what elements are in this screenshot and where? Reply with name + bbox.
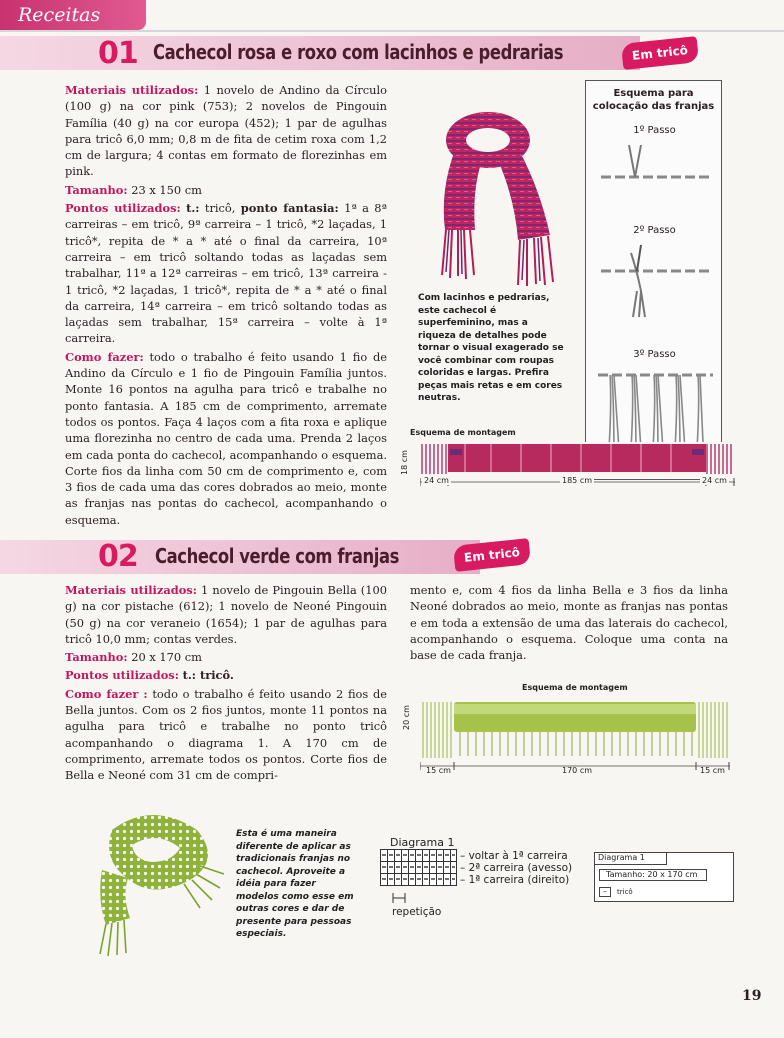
diagram-title: Diagrama 1 bbox=[390, 836, 455, 849]
montage-height: 18 cm bbox=[400, 450, 409, 476]
pink-montage-schema bbox=[420, 438, 735, 478]
materials-text: 1 novelo de Pingouin Bella (100 g) na cor pistache (612); 1 novelo de Neoné Pingouin (50 g) na cor veraneio (1654); 1 par de agulhas para tricô 10,0 mm; contas verdes. bbox=[65, 583, 387, 646]
green-scarf-photo bbox=[72, 800, 232, 960]
points-fantasy-label: ponto fantasia: bbox=[240, 201, 339, 216]
pink-scarf-photo bbox=[400, 80, 580, 290]
diagram-row-1: – 1ª carreira (direito) bbox=[460, 874, 570, 886]
step-1-illustration bbox=[601, 141, 711, 191]
recipe-number: 02 bbox=[98, 539, 138, 574]
legend-title: Diagrama 1 bbox=[595, 853, 667, 865]
points-label: Pontos utilizados: bbox=[65, 201, 181, 216]
recipe-number: 01 bbox=[98, 36, 138, 71]
size-label: Tamanho: bbox=[65, 182, 128, 197]
section-tab: Receitas bbox=[0, 0, 146, 30]
recipe-body bbox=[65, 82, 387, 530]
page-number: 19 bbox=[742, 988, 762, 1004]
technique-badge: Em tricô bbox=[453, 538, 531, 572]
howto-label: Como fazer: bbox=[65, 349, 144, 364]
size-label: Tamanho: bbox=[65, 650, 128, 665]
montage-right: 24 cm bbox=[702, 476, 727, 485]
howto-continuation: mento e, com 4 fios da linha Bella e 3 fios da linha Neoné dobrados ao meio, monte as franjas nas pontas e em toda a extensão de uma das laterais do cachecol, acompanhando o esquema. Coloque uma conta na base de cada franja. bbox=[410, 583, 728, 663]
step-2-illustration bbox=[601, 241, 711, 321]
points-text: t.: tricô. bbox=[182, 668, 234, 683]
points-abbrev: t.: bbox=[186, 201, 200, 216]
howto-text: todo o trabalho é feito usando 2 fios de Bella juntos. Com os 2 fios juntos, monte 11 pontos na agulha para tricô e trabalhe no ponto tricô acompanhando o diagrama 1. A 170 cm de comprimento, arremate todos os pontos. Corte fios de Bella e Neoné com 31 cm de compri- bbox=[65, 686, 387, 783]
step-1-label: 1º Passo bbox=[633, 125, 676, 136]
points-label: Pontos utilizados: bbox=[65, 668, 179, 683]
montage-left: 15 cm bbox=[426, 766, 451, 775]
size-text: 20 x 170 cm bbox=[131, 650, 202, 665]
header-divider bbox=[0, 30, 784, 32]
steps-title: Esquema para colocação das franjas bbox=[592, 88, 715, 112]
montage-middle: 185 cm bbox=[562, 476, 593, 485]
legend-size: Tamanho: 20 x 170 cm bbox=[599, 869, 707, 881]
montage-right: 15 cm bbox=[700, 766, 725, 775]
howto-label: Como fazer : bbox=[65, 686, 148, 701]
legend-stitch: tricô bbox=[617, 888, 633, 896]
montage-title: Esquema de montagem bbox=[522, 683, 628, 692]
recipe-title: Cachecol rosa e roxo com lacinhos e pedrarias bbox=[153, 40, 564, 64]
legend-box bbox=[594, 852, 734, 902]
diagram-row-3: – voltar à 1ª carreira bbox=[460, 850, 568, 862]
points-text: tricô, bbox=[204, 201, 236, 216]
size-text: 23 x 150 cm bbox=[131, 182, 202, 197]
materials-label: Materiais utilizados: bbox=[65, 83, 199, 97]
howto-text: todo o trabalho é feito usando 1 fio de Andino da Círculo e 1 fio de Pingouin Família juntos. Monte 16 pontos na agulha para tricô e trabalhe no ponto fantasia. A 185 cm de comprimento, arremate todos os pontos. Faça 4 laços com a fita roxa e aplique uma florezinha no centro de cada uma. Prenda 2 laços em cada ponta do cachecol, acompanhando o esquema. Corte fios da linha com 50 cm de comprimento e, com 3 fios de cada uma das cores dobrados ao meio, monte as franjas nas pontas do cachecol, acompanhando o esquema. bbox=[65, 349, 388, 527]
materials-text: 1 novelo de Andino da Círculo (100 g) na cor pink (753); 2 novelos de Pingouin Família (40 g) na cor europa (452); 1 par de agulhas para tricô 6,0 mm; 0,8 m de fita de cetim roxa com 1,2 cm de largura; 4 contas em formato de florezinhas em pink. bbox=[65, 83, 388, 179]
montage-middle: 170 cm bbox=[562, 766, 593, 775]
step-2-label: 2º Passo bbox=[633, 225, 676, 236]
photo-caption: Com lacinhos e pedrarias, este cachecol é superfeminino, mas a riqueza de detalhes pode tornar o visual exagerado se você combinar com roupas coloridas e largas. Prefira peças mais retas e em cores neutras. bbox=[418, 293, 564, 403]
recipe-title: Cachecol verde com franjas bbox=[155, 544, 399, 568]
photo-caption: Esta é uma maneira diferente de aplicar as tradicionais franjas no cachecol. Aproveite a idéia para fazer modelos como esse em outras cores e dar de presente para pessoas especiais. bbox=[236, 829, 354, 939]
diagram-1-grid bbox=[380, 849, 460, 889]
step-3-label: 3º Passo bbox=[633, 349, 676, 360]
montage-title: Esquema de montagem bbox=[410, 428, 516, 437]
technique-badge: Em tricô bbox=[621, 36, 699, 70]
repeat-bracket-icon bbox=[392, 893, 406, 903]
montage-left: 24 cm bbox=[424, 476, 449, 485]
legend-symbol: – bbox=[599, 887, 611, 897]
materials-label: Materiais utilizados: bbox=[65, 583, 197, 597]
diagram-repeat-label: repetição bbox=[392, 906, 442, 918]
points-fantasy-text: 1ª a 8ª carreiras – em tricô, 9ª carreira – 1 tricô, *2 laçadas, 1 tricô*, repita de * a * até o final da carreira, 10ª carreira – em tricô soltando todas as laçadas sem trabalhar, 11ª a 12ª carreiras – em tricô, 13ª carreira - 1 tricô, *2 laçadas, 1 tricô*, repita de * a * até o final da carreira, 14ª carreira – em tricô soltando todas as laçadas sem trabalhar, 15ª carreira – volte à 1ª carreira. bbox=[65, 201, 387, 346]
montage-height: 20 cm bbox=[402, 705, 411, 731]
diagram-row-2: – 2ª carreira (avesso) bbox=[460, 862, 573, 874]
recipe-body bbox=[65, 582, 387, 786]
green-montage-schema bbox=[420, 694, 730, 764]
fringe-steps-box bbox=[585, 80, 722, 480]
